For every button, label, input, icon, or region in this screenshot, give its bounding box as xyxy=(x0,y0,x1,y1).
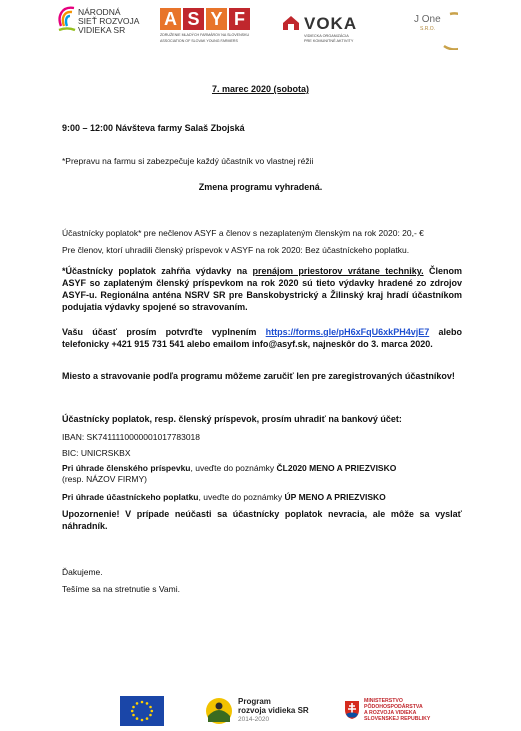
ministry-line-1: MINISTERSTVO xyxy=(364,698,403,704)
voka-name: VOKA xyxy=(304,14,358,33)
member-fee-note-2: (resp. NÁZOV FIRMY) xyxy=(62,474,148,484)
prv-logo xyxy=(204,696,324,728)
fee-note-paragraph xyxy=(62,265,462,313)
closing: Tešíme sa na stretnutie s Vami. xyxy=(62,584,180,594)
nsrv-line-1: NÁRODNÁ xyxy=(78,7,121,17)
payment-title: Účastnícky poplatok, resp. členský príspevok, prosím uhradiť na bankový účet: xyxy=(62,414,402,424)
jone-name: J One xyxy=(414,14,441,25)
nsrv-line-2: SIEŤ ROZVOJA xyxy=(78,16,140,26)
nsrv-line-3: VIDIEKA SR xyxy=(78,25,126,35)
nsrv-swirl-icon xyxy=(56,4,78,34)
registration-form-link[interactable]: https://forms.gle/pH6xFqU6xkPH4vjE7 xyxy=(265,327,430,337)
prv-line-2: rozvoja vidieka SR xyxy=(238,706,309,715)
nsrv-logo xyxy=(56,4,156,48)
part-c: ÚP MENO A PRIEZVISKO xyxy=(284,492,386,502)
participant-fee-note xyxy=(62,491,482,503)
program-change-note: Zmena programu vyhradená. xyxy=(198,182,323,192)
voka-logo xyxy=(282,14,372,46)
asyf-logo xyxy=(160,8,276,52)
prv-line-1: Program xyxy=(238,697,271,706)
asyf-letter-y: Y xyxy=(206,8,227,30)
confirm-a: Vašu účasť prosím potvrďte vyplnením xyxy=(62,327,266,337)
prv-emblem-icon xyxy=(204,696,234,726)
jone-sro: S.R.O. xyxy=(420,26,436,32)
asyf-sub-2: ASSOCIATION OF SLOVAK YOUNG FARMERS xyxy=(160,39,238,43)
fee-line-1: Účastnícky poplatok* pre nečlenov ASYF a členov s nezaplateným členským na rok 2020: 20,- € xyxy=(62,228,424,238)
iban: IBAN: SK7411110000001017783018 xyxy=(62,432,201,442)
voka-house-icon xyxy=(282,14,300,32)
member-b: , uveďte do poznámky xyxy=(190,463,277,473)
voka-sub-1: VIDIECKA ORGANIZÁCIA xyxy=(304,34,349,38)
confirm-b: alebo telefonicky +421 915 731 541 alebo emailom info@asyf.sk, najneskôr do 3. marca 2020. xyxy=(62,327,462,349)
eu-flag-logo xyxy=(120,696,164,726)
warning-note: Upozornenie! V prípade neúčasti sa účastnícky poplatok nevracia, ale môže sa vyslať náhradník. xyxy=(62,509,462,531)
prv-years: 2014-2020 xyxy=(238,716,270,723)
ministry-line-3: A ROZVOJA VIDIEKA xyxy=(364,710,417,716)
member-c: ČL2020 MENO A PRIEZVISKO xyxy=(276,463,397,473)
thanks: Ďakujeme. xyxy=(62,567,103,577)
fee-line-2: Pre členov, ktorí uhradili členský príspevok v ASYF na rok 2020: Bez účastníckeho poplatku. xyxy=(62,245,410,255)
confirm-paragraph xyxy=(62,326,462,350)
ministry-line-4: SLOVENSKEJ REPUBLIKY xyxy=(364,716,431,722)
eu-stars-icon xyxy=(120,696,164,726)
bic: BIC: UNICRSKBX xyxy=(62,448,131,458)
member-a: Pri úhrade členského príspevku xyxy=(62,463,191,473)
asyf-sub-1: ZDRUŽENIE MLADÝCH FARMÁROV NA SLOVENSKU xyxy=(160,33,250,37)
jone-logo xyxy=(410,10,466,50)
part-b: , uveďte do poznámky xyxy=(198,492,285,502)
fee-note-c: Členom ASYF so zaplateným členský príspevkom na rok 2020 sú tieto výdavky hradené zo zdrojov ASYF-u. Regionálna anténa NSRV SR pre Banskobystrický a Žilinský kraj hradí účastníkom podujatia výdavky spojené so stravovaním. xyxy=(62,266,462,312)
ministry-line-2: PÔDOHOSPODÁRSTVA xyxy=(364,704,423,710)
ministry-logo xyxy=(344,696,464,728)
transport-note: *Prepravu na farmu si zabezpečuje každý účastník vo vlastnej réžii xyxy=(62,156,314,166)
event-time: 9:00 – 12:00 Návšteva farmy Salaš Zbojská xyxy=(62,123,245,133)
slovak-coat-of-arms-icon xyxy=(344,700,360,720)
fee-note-a: *Účastnícky poplatok zahŕňa výdavky na xyxy=(62,266,253,276)
event-date: 7. marec 2020 (sobota) xyxy=(211,84,310,94)
asyf-letter-a: A xyxy=(160,8,181,30)
registered-only-note: Miesto a stravovanie podľa programu môžeme zaručiť len pre zaregistrovaných účastníkov! xyxy=(62,371,455,381)
part-a: Pri úhrade účastníckeho poplatku xyxy=(62,492,199,502)
fee-note-underlined: prenájom priestorov vrátane techniky. xyxy=(252,266,424,276)
voka-sub-2: PRE KOMUNITNÉ AKTIVITY xyxy=(304,39,354,43)
asyf-letter-s: S xyxy=(183,8,204,30)
asyf-letter-f: F xyxy=(229,8,250,30)
